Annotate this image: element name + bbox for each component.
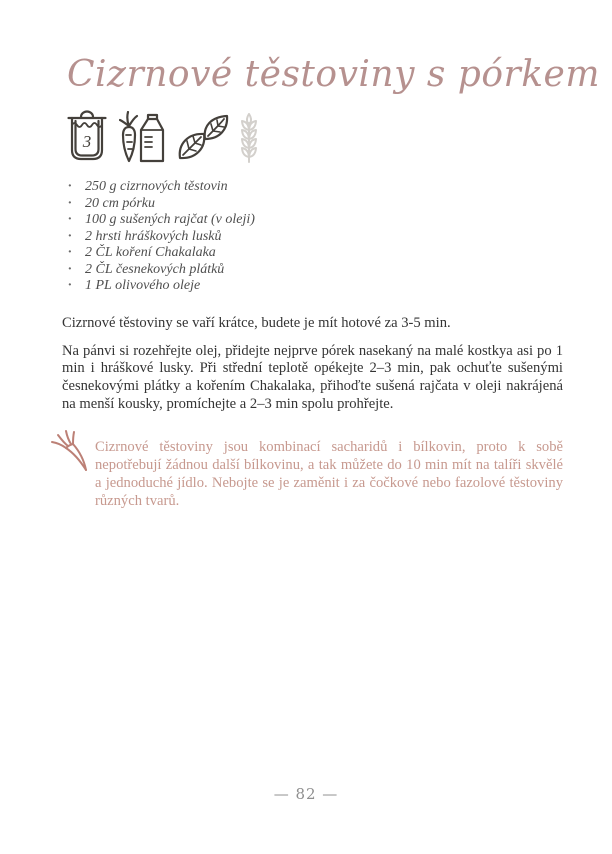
leaves-icon — [177, 113, 229, 163]
page-number: — 82 — — [273, 785, 339, 803]
cooking-pot-servings-icon — [67, 109, 107, 163]
tip-block — [62, 438, 563, 510]
tip-text: Cizrnové těstoviny jsou kombinací sacharidů i bílkovin, proto k sobě nepotřebují žádnou další bílkovinu, a tak můžete do 10 min mít na talíři skvělé a jednoduché jídlo. Nebojte se je zaměnit i za čočkové nebo fazolové těstoviny různých tvarů. — [95, 438, 563, 509]
wheat-icon — [239, 113, 259, 163]
fork-icon — [50, 429, 98, 475]
instruction-paragraph-1: Cizrnové těstoviny se vaří krátce, budete je mít hotové za 3-5 min. — [62, 314, 451, 331]
pot-servings-number: 3 — [82, 132, 92, 152]
recipe-page — [0, 54, 612, 854]
ingredient-item: · 2 ČL koření Chakalaka — [85, 245, 563, 262]
ingredient-item: · 20 cm pórku — [85, 196, 563, 213]
ingredient-item: · 1 PL olivového oleje — [85, 278, 563, 295]
ingredient-list — [62, 179, 563, 295]
ingredient-item: · 2 ČL česnekových plátků — [85, 262, 563, 279]
page-title: Cizrnové těstoviny s pórkem — [67, 54, 600, 95]
ingredient-item: · 100 g sušených rajčat (v oleji) — [85, 212, 563, 229]
ingredient-item: · 250 g cizrnových těstovin — [85, 179, 563, 196]
ingredient-item: · 2 hrsti hráškových lusků — [85, 229, 563, 246]
carrot-and-milk-carton-icon — [119, 111, 167, 163]
instruction-paragraph-2: Na pánvi si rozehřejte olej, přidejte nejprve pórek nasekaný na malé kostkya asi po 1 min i hráškové lusky. Při střední teplotě opékejte 2–3 min, pak ochuťte sušenými česnekovými plátky a kořením Chakalaka, přihoďte sušená rajčata v oleji nakrájená na menší kousky, promíchejte a 2–3 min spolu prohřejte. — [62, 342, 563, 413]
recipe-attribute-icons — [67, 105, 563, 163]
